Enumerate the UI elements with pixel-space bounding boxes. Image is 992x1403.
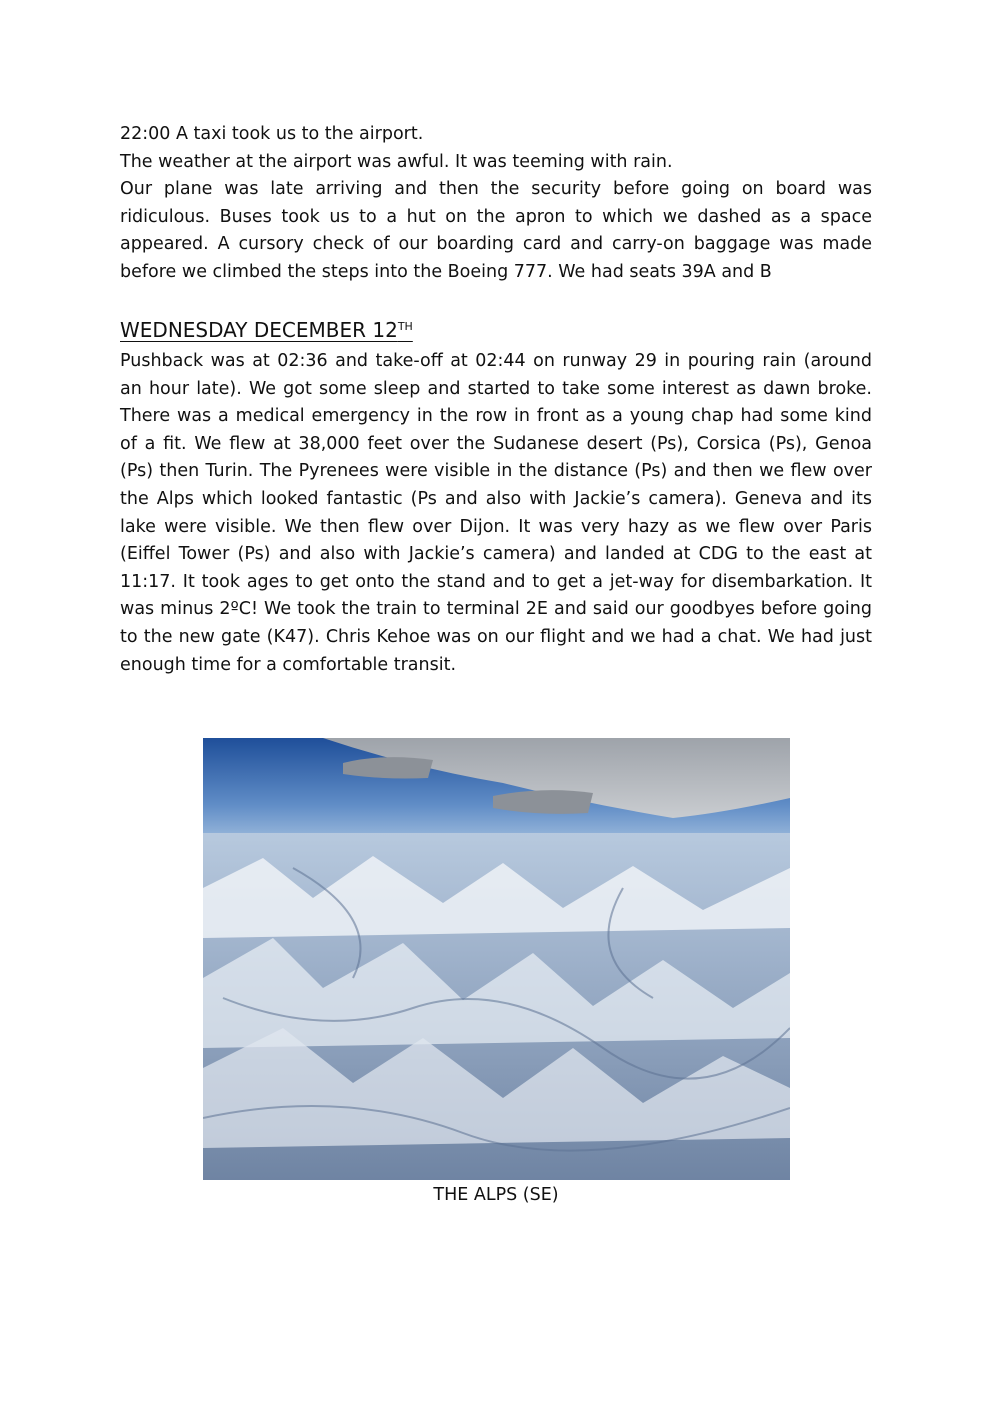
section-heading	[120, 316, 413, 344]
intro-paragraph: Our plane was late arriving and then the security before going on board was ridiculous. Buses took us to a hut on the apron to which we dashed as a space appeared. A cursory check of our boarding card and carry-on baggage was made before we climbed the steps into the Boeing 777. We had seats 39A and B	[120, 179, 872, 282]
intro-line-2: The weather at the airport was awful. It was teeming with rain.	[120, 151, 673, 172]
alps-photo-svg	[203, 738, 790, 1180]
section-paragraph: Pushback was at 02:36 and take-off at 02:44 on runway 29 in pouring rain (around an hour late). We got some sleep and started to take some interest as dawn broke. There was a medical emergency in the row in front as a young chap had some kind of a fit. We flew at 38,000 feet over the Sudanese desert (Ps), Corsica (Ps), Genoa (Ps) then Turin. The Pyrenees were visible in the distance (Ps) and then we flew over the Alps which looked fantastic (Ps and also with Jackie’s camera). Geneva and its lake were visible. We then flew over Dijon. It was very hazy as we flew over Paris (Eiffel Tower (Ps) and also with Jackie’s camera) and landed at CDG to the east at 11:17. It took ages to get onto the stand and to get a jet-way for disembarkation. It was minus 2ºC! We took the train to terminal 2E and said our goodbyes before going to the new gate (K47). Chris Kehoe was on our flight and we had a chat. We had just enough time for a comfortable transit.	[120, 351, 872, 675]
section-heading-suffix: TH	[397, 320, 413, 333]
photo-caption: THE ALPS (SE)	[433, 1185, 559, 1205]
section-heading-text: WEDNESDAY DECEMBER 12	[120, 318, 398, 342]
engine-pod	[493, 790, 593, 814]
section-body	[120, 348, 872, 679]
intro-block	[120, 121, 872, 287]
engine-pod	[343, 757, 433, 778]
alps-photo	[203, 738, 790, 1180]
intro-line-1: 22:00 A taxi took us to the airport.	[120, 124, 424, 144]
